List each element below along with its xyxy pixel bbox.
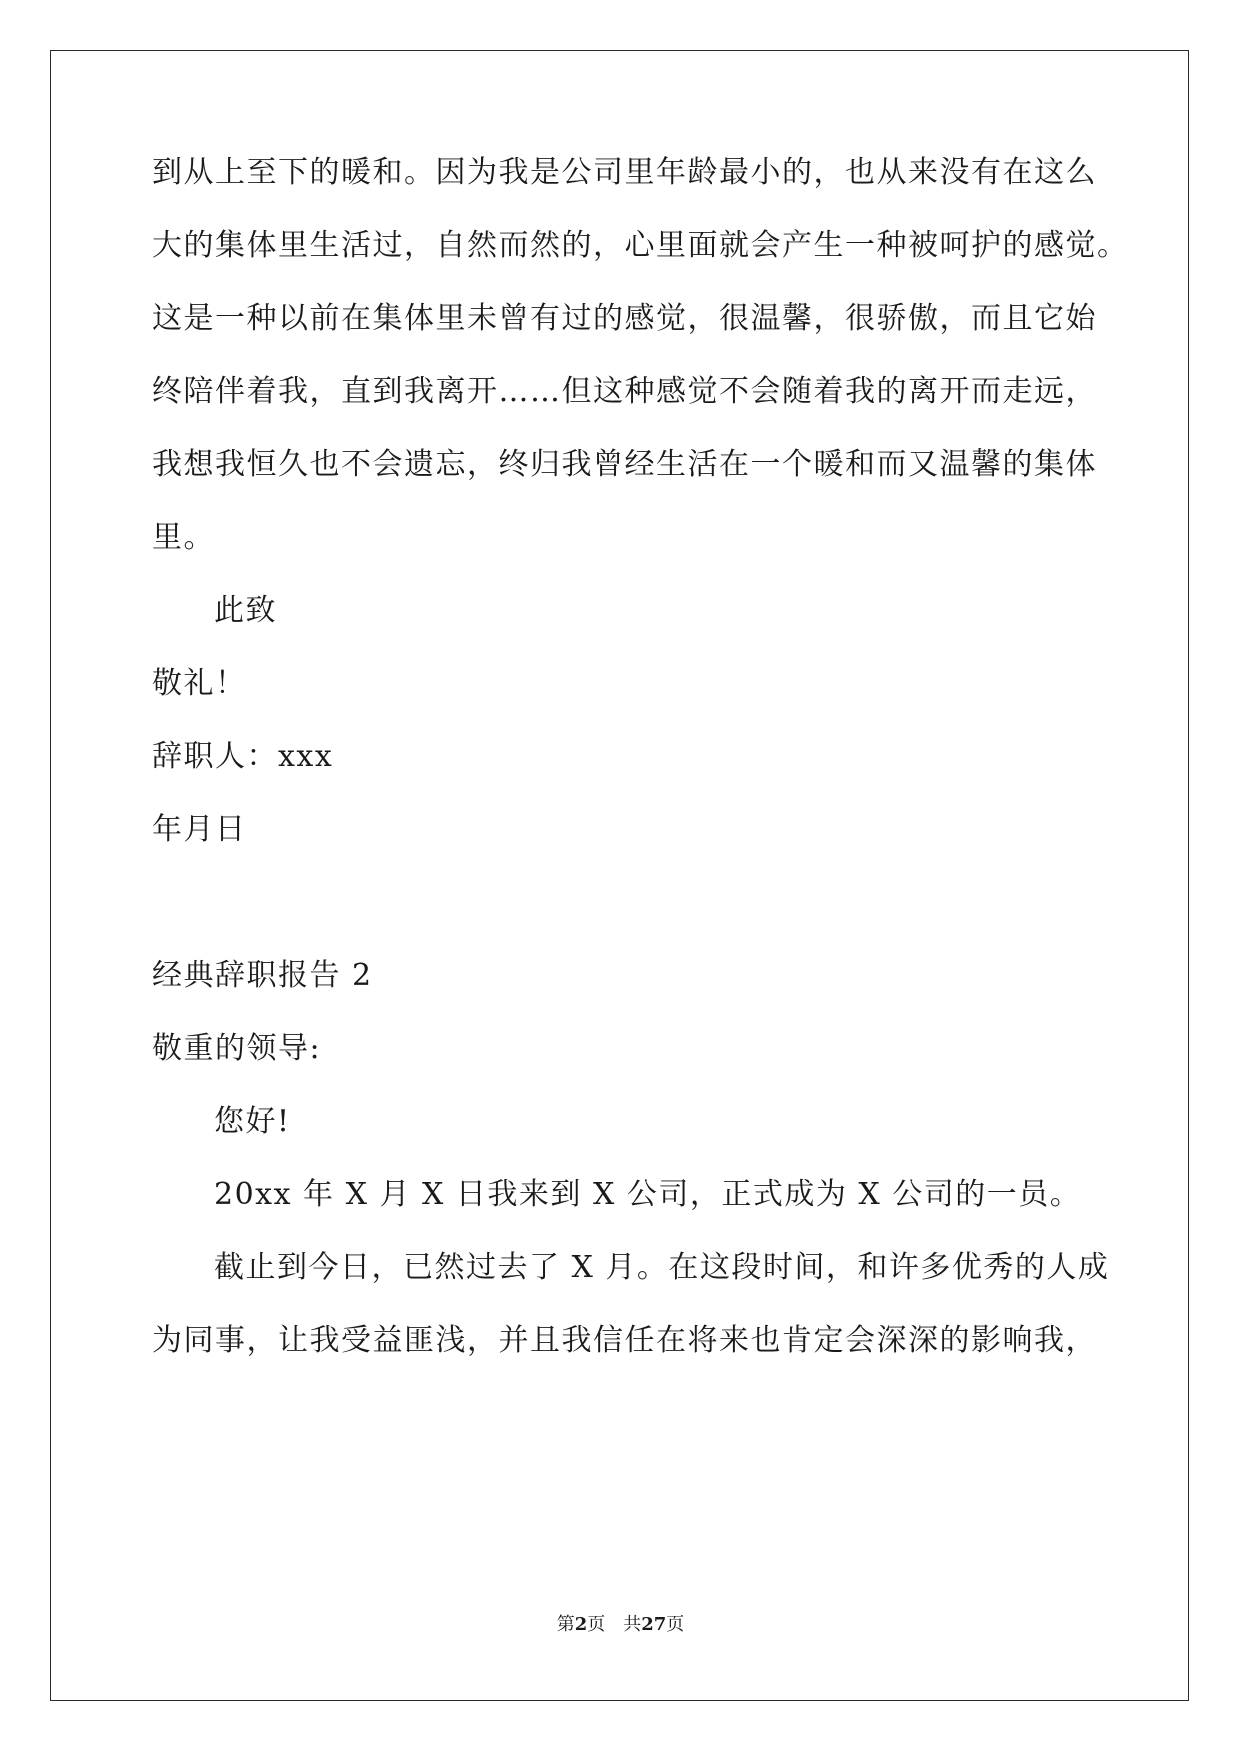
paragraph-1: 20xx 年 X 月 X 日我来到 X 公司，正式成为 X 公司的一员。: [214, 1177, 1082, 1212]
footer-prefix: 第: [556, 1614, 575, 1635]
closing-text: 此致: [214, 593, 277, 628]
hello-text: 您好!: [214, 1104, 291, 1139]
paragraph-2-line-1: 截止到今日，已然过去了 X 月。在这段时间，和许多优秀的人成: [214, 1250, 1110, 1285]
body-line-1: 到从上至下的暖和。因为我是公司里年龄最小的，也从来没有在这么: [152, 155, 1097, 190]
page-footer: [0, 1614, 1241, 1636]
footer-page-number: 2: [574, 1614, 588, 1635]
footer-middle: 页 共: [587, 1614, 642, 1635]
body-line-6: 里。: [152, 520, 215, 555]
greeting-text: 敬重的领导:: [152, 1031, 322, 1066]
salute-text: 敬礼！: [152, 666, 247, 701]
footer-total-pages: 27: [641, 1614, 667, 1635]
footer-suffix: 页: [666, 1614, 685, 1635]
body-line-4: 终陪伴着我，直到我离开……但这种感觉不会随着我的离开而走远，: [152, 374, 1097, 409]
date-text: 年月日: [152, 812, 247, 847]
paragraph-2-line-2: 为同事，让我受益匪浅，并且我信任在将来也肯定会深深的影响我，: [152, 1323, 1097, 1358]
section-title: 经典辞职报告 2: [152, 958, 373, 993]
body-line-3: 这是一种以前在集体里未曾有过的感觉，很温馨，很骄傲，而且它始: [152, 301, 1097, 336]
page-border: [50, 50, 1189, 1701]
body-line-2: 大的集体里生活过，自然而然的，心里面就会产生一种被呵护的感觉。: [152, 228, 1129, 263]
signer-text: 辞职人：xxx: [152, 739, 334, 774]
body-line-5: 我想我恒久也不会遗忘，终归我曾经生活在一个暖和而又温馨的集体: [152, 447, 1097, 482]
